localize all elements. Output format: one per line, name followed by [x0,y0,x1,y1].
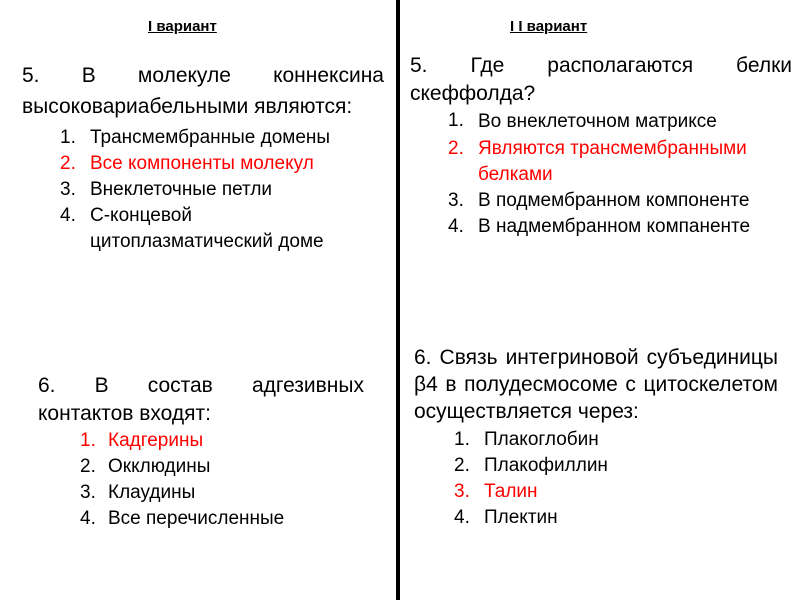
v2-q6-option-correct: 3. Талин [454,481,538,502]
v1-q5-text: 5. В молекуле коннексина высоковариабельными являются: [22,64,384,118]
v1-q6-option: 2. Окклюдины [80,456,211,477]
variant-1-title: I вариант [148,18,217,35]
v2-q6-option: 4. Плектин [454,507,558,528]
v2-q6-options [454,427,778,531]
center-divider [396,0,400,600]
v2-q5-options [448,108,792,240]
v2-q5-option: 3. В подмембранном компоненте [448,190,750,211]
v2-q6-option: 1. Плакоглобин [454,429,599,450]
v1-q5-option: 1. Трансмембранные домены [60,127,331,148]
v1-q6-option-correct: 1. Кадгерины [80,430,204,451]
v2-question-6 [414,344,778,531]
v1-question-6 [38,372,364,532]
v2-q5-option-correct: 2. Являются трансмембранными белками [448,138,747,185]
v1-q5-option-correct: 2. Все компоненты молекул [60,153,314,174]
variant-2-title: I I вариант [510,18,588,35]
v1-q5-option: 3. Внеклеточные петли [60,179,273,200]
v2-q5-text: 5. Где располагаются белки скеффолда? [410,54,792,105]
v1-question-5 [22,60,384,255]
v1-q5-option: 4. С-концевой цитоплазматический доме [60,205,324,252]
v2-q6-text: 6. Связь интегриновой субъединицы β4 в полудесмосоме с цитоскелетом осуществляется через: [414,346,778,423]
v1-q6-option: 3. Клаудины [80,482,196,503]
v1-q6-text: 6. В состав адгезивных контактов входят: [38,374,364,425]
v2-q5-option: 4. В надмембранном компаненте [448,216,751,237]
v2-question-5 [410,52,792,240]
v1-q5-options [60,125,384,255]
v1-q6-option: 4. Все перечисленные [80,508,285,529]
v1-q6-options [80,428,364,532]
v2-q5-option: 1. Во внеклеточном матриксе [448,110,717,132]
v2-q6-option: 2. Плакофиллин [454,455,608,476]
